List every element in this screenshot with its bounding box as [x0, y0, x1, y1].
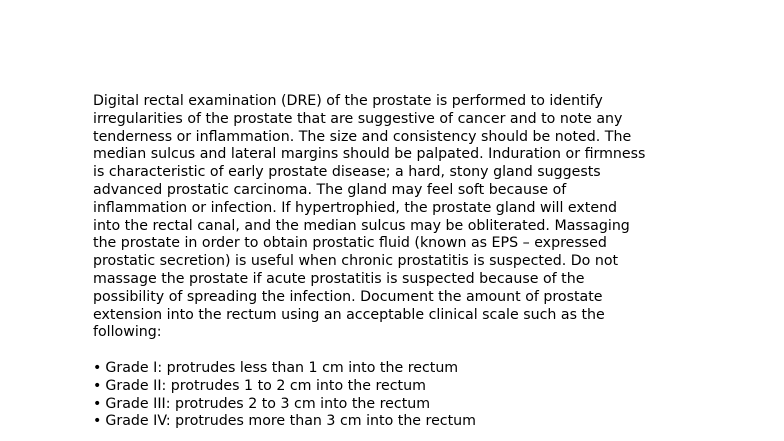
paragraph-line: irregularities of the prostate that are suggestive of cancer and to note any — [93, 110, 623, 127]
paragraph-spacer — [93, 342, 713, 360]
bullet-icon: • — [93, 395, 102, 412]
paragraph-line: into the rectal canal, and the median sulcus may be obliterated. Massaging — [93, 217, 630, 234]
text-body — [93, 93, 713, 431]
bullet-icon: • — [93, 413, 102, 430]
paragraph-line: is characteristic of early prostate disease; a hard, stony gland suggests — [93, 164, 601, 181]
paragraph-line: extension into the rectum using an acceptable clinical scale such as the — [93, 306, 605, 323]
paragraph-line: possibility of spreading the infection. Document the amount of prostate — [93, 288, 603, 305]
grade-item-4 — [93, 413, 713, 431]
bullet-icon: • — [93, 359, 102, 376]
paragraph-line: the prostate in order to obtain prostatic fluid (known as EPS – expressed — [93, 235, 607, 252]
grade-item-text: Grade III: protrudes 2 to 3 cm into the rectum — [105, 395, 431, 412]
paragraph-line: advanced prostatic carcinoma. The gland may feel soft because of — [93, 181, 567, 198]
grade-item-2 — [93, 378, 713, 396]
paragraph-line: prostatic secretion) is useful when chronic prostatitis is suspected. Do not — [93, 253, 619, 270]
grade-item-3 — [93, 396, 713, 414]
dre-paragraph — [93, 93, 713, 342]
grade-item-text: Grade II: protrudes 1 to 2 cm into the rectum — [105, 377, 426, 394]
paragraph-line: tenderness or inflammation. The size and consistency should be noted. The — [93, 128, 632, 145]
grade-item-text: Grade IV: protrudes more than 3 cm into the rectum — [105, 413, 476, 430]
paragraph-line: following: — [93, 324, 162, 341]
paragraph-line: median sulcus and lateral margins should be palpated. Induration or firmness — [93, 146, 646, 163]
grade-item-text: Grade I: protrudes less than 1 cm into the rectum — [105, 359, 459, 376]
paragraph-line: massage the prostate if acute prostatitis is suspected because of the — [93, 270, 585, 287]
paragraph-line: Digital rectal examination (DRE) of the prostate is performed to identify — [93, 93, 603, 109]
bullet-icon: • — [93, 377, 102, 394]
grade-list — [93, 360, 713, 431]
paragraph-line: inflammation or infection. If hypertrophied, the prostate gland will extend — [93, 199, 618, 216]
grade-item-1 — [93, 360, 713, 378]
